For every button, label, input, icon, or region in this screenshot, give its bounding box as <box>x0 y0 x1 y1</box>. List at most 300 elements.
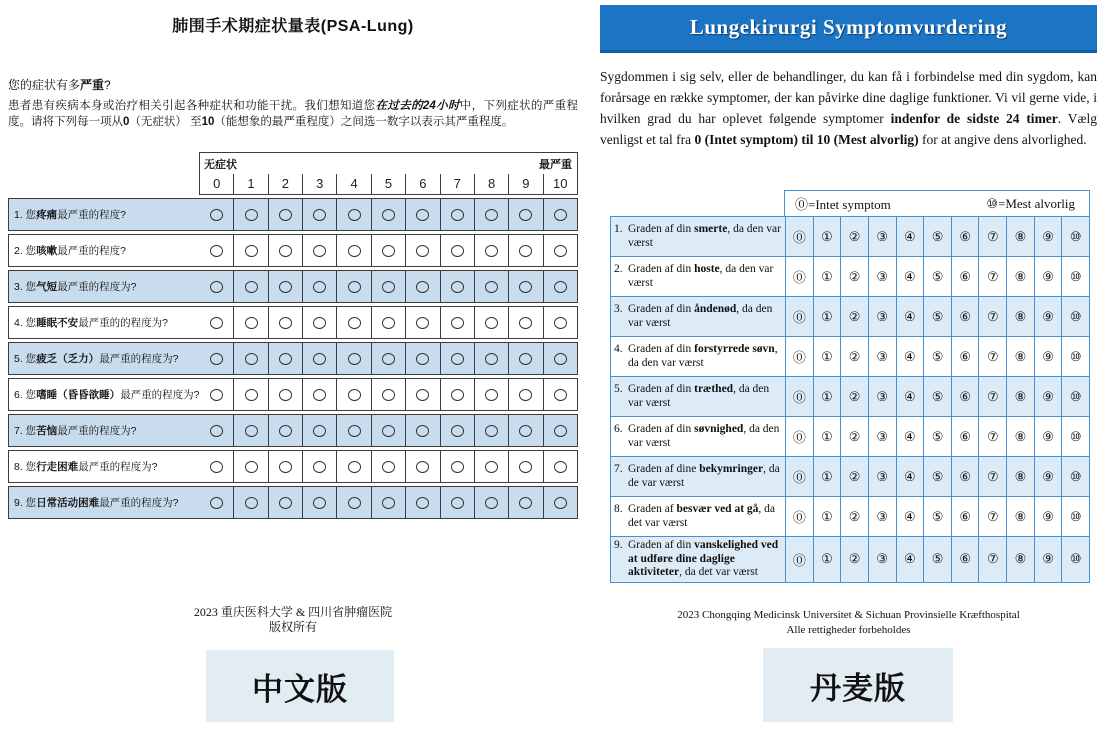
rating-circle-1[interactable] <box>245 389 258 401</box>
rating-option-3[interactable]: ③ <box>868 257 896 296</box>
rating-circle-5[interactable] <box>382 461 395 473</box>
rating-option-8[interactable]: ⑧ <box>1006 257 1034 296</box>
rating-option-7[interactable]: ⑦ <box>978 257 1006 296</box>
rating-circle-7[interactable] <box>451 425 464 437</box>
rating-option-8[interactable]: ⑧ <box>1006 377 1034 416</box>
rating-option-3[interactable]: ③ <box>868 497 896 536</box>
rating-circle-8[interactable] <box>485 389 498 401</box>
rating-circle-5[interactable] <box>382 353 395 365</box>
rating-cell-6 <box>405 379 439 410</box>
rating-option-9[interactable]: ⑨ <box>1034 297 1062 336</box>
rating-circle-1[interactable] <box>245 425 258 437</box>
rating-option-1[interactable]: ① <box>813 537 841 582</box>
rating-option-6[interactable]: ⑥ <box>951 537 979 582</box>
symptom-row-1 <box>8 198 578 231</box>
rating-circle-9[interactable] <box>519 497 532 509</box>
rating-circle-8[interactable] <box>485 209 498 221</box>
rating-option-0[interactable]: ⓪ <box>785 537 813 582</box>
no-symptom-label: 无症状 <box>204 159 237 171</box>
rating-option-0[interactable]: ⓪ <box>785 337 813 376</box>
symptom-name: vanskelighed ved at udføre dine daglige aktiviteter <box>628 539 779 578</box>
rating-circle-10[interactable] <box>554 389 567 401</box>
rating-option-10[interactable]: ⑩ <box>1061 457 1089 496</box>
rating-option-2[interactable]: ② <box>840 217 868 256</box>
rating-circle-3[interactable] <box>313 425 326 437</box>
rating-circle-10[interactable] <box>554 245 567 257</box>
rating-cell-9 <box>508 415 542 446</box>
rating-circle-2[interactable] <box>279 281 292 293</box>
rating-option-10[interactable]: ⑩ <box>1061 497 1089 536</box>
rating-circle-6[interactable] <box>416 209 429 221</box>
symptom-name: 疼痛 <box>36 209 58 221</box>
rating-circle-6[interactable] <box>416 497 429 509</box>
rating-circle-6[interactable] <box>416 389 429 401</box>
rating-circle-2[interactable] <box>279 389 292 401</box>
rating-option-6[interactable]: ⑥ <box>951 457 979 496</box>
rating-option-2[interactable]: ② <box>840 337 868 376</box>
rating-cell-3 <box>302 199 336 230</box>
rating-option-3[interactable]: ③ <box>868 417 896 456</box>
rating-cell-2 <box>268 343 302 374</box>
rating-circle-0[interactable] <box>210 389 223 401</box>
version-label: 丹麦版 <box>810 670 906 706</box>
symptom-name: 疲乏（乏力） <box>36 353 100 365</box>
scale-number-7: 7 <box>440 174 474 194</box>
scale-number-0: 0 <box>213 176 221 191</box>
rating-option-10[interactable]: ⑩ <box>1061 417 1089 456</box>
rating-option-10[interactable]: ⑩ <box>1061 537 1089 582</box>
label-text: Graden af din hoste, da den var værst <box>628 263 774 289</box>
rating-circle-2[interactable] <box>279 461 292 473</box>
rating-option-1[interactable]: ① <box>813 257 841 296</box>
rating-option-4[interactable]: ④ <box>896 537 924 582</box>
rating-option-5[interactable]: ⑤ <box>923 537 951 582</box>
text-segment: for at angive dens alvorlighed. <box>918 132 1087 147</box>
symptom-label <box>611 257 785 296</box>
rating-cell-6 <box>405 451 439 482</box>
rating-circle-6[interactable] <box>416 353 429 365</box>
rating-cell-10 <box>543 235 577 266</box>
rating-circle-4[interactable] <box>348 389 361 401</box>
rating-option-9[interactable]: ⑨ <box>1034 417 1062 456</box>
rating-circle-9[interactable] <box>519 425 532 437</box>
rating-circle-1[interactable] <box>245 497 258 509</box>
rating-option-6[interactable]: ⑥ <box>951 257 979 296</box>
symptom-label <box>611 417 785 456</box>
rating-option-7[interactable]: ⑦ <box>978 337 1006 376</box>
rating-option-4[interactable]: ④ <box>896 337 924 376</box>
rating-option-0[interactable]: ⓪ <box>785 497 813 536</box>
rating-cell-1 <box>233 343 267 374</box>
rating-cell-4 <box>336 271 370 302</box>
symptom-name: hoste <box>694 263 720 275</box>
rating-option-8[interactable]: ⑧ <box>1006 337 1034 376</box>
rating-circle-8[interactable] <box>485 245 498 257</box>
rating-option-3[interactable]: ③ <box>868 297 896 336</box>
rating-cell-1 <box>233 307 267 338</box>
rating-option-8[interactable]: ⑧ <box>1006 497 1034 536</box>
rating-cell-2 <box>268 487 302 518</box>
rating-option-3[interactable]: ③ <box>868 377 896 416</box>
label-text: 6. 您 <box>14 389 37 401</box>
scale-number-4: 4 <box>336 174 370 194</box>
rating-circle-0[interactable] <box>210 461 223 473</box>
rating-circle-6[interactable] <box>416 245 429 257</box>
rating-option-3[interactable]: ③ <box>868 217 896 256</box>
rating-option-5[interactable]: ⑤ <box>923 217 951 256</box>
rating-option-1[interactable]: ① <box>813 417 841 456</box>
rating-option-0[interactable]: ⓪ <box>785 417 813 456</box>
rating-option-9[interactable]: ⑨ <box>1034 497 1062 536</box>
rating-circle-3[interactable] <box>313 497 326 509</box>
rating-circle-7[interactable] <box>451 209 464 221</box>
rating-cell-3 <box>302 235 336 266</box>
rating-option-7[interactable]: ⑦ <box>978 297 1006 336</box>
rating-circle-10[interactable] <box>554 317 567 329</box>
rating-cell-5 <box>371 235 405 266</box>
rating-option-10[interactable]: ⑩ <box>1061 297 1089 336</box>
rating-option-1[interactable]: ① <box>813 497 841 536</box>
label-text: 3. 您 <box>14 281 37 293</box>
rating-circle-5[interactable] <box>382 245 395 257</box>
rating-cell-2 <box>268 379 302 410</box>
rating-option-4[interactable]: ④ <box>896 217 924 256</box>
rating-circle-1[interactable] <box>245 245 258 257</box>
rating-option-4[interactable]: ④ <box>896 497 924 536</box>
rating-cell-8 <box>474 235 508 266</box>
rating-option-1[interactable]: ① <box>813 457 841 496</box>
rating-option-1[interactable]: ① <box>813 337 841 376</box>
rating-cell-10 <box>543 199 577 230</box>
symptom-row-3 <box>611 297 1089 337</box>
rating-option-9[interactable]: ⑨ <box>1034 257 1062 296</box>
rating-option-2[interactable]: ② <box>840 297 868 336</box>
rating-circle-8[interactable] <box>485 317 498 329</box>
rating-option-6[interactable]: ⑥ <box>951 377 979 416</box>
symptom-row-3 <box>8 270 578 303</box>
symptom-label <box>611 497 785 536</box>
rating-option-2[interactable]: ② <box>840 497 868 536</box>
rating-circle-3[interactable] <box>313 245 326 257</box>
rating-cell-5 <box>371 271 405 302</box>
rating-option-6[interactable]: ⑥ <box>951 297 979 336</box>
rating-circle-4[interactable] <box>348 317 361 329</box>
rating-circle-3[interactable] <box>313 209 326 221</box>
rating-option-2[interactable]: ② <box>840 257 868 296</box>
rating-cell-3 <box>302 451 336 482</box>
label-wrap <box>614 423 783 450</box>
rating-circle-8[interactable] <box>485 497 498 509</box>
rating-option-7[interactable]: ⑦ <box>978 457 1006 496</box>
rating-circle-4[interactable] <box>348 209 361 221</box>
rating-circle-10[interactable] <box>554 281 567 293</box>
rating-option-10[interactable]: ⑩ <box>1061 337 1089 376</box>
rating-circle-1[interactable] <box>245 461 258 473</box>
rating-option-5[interactable]: ⑤ <box>923 257 951 296</box>
title-banner <box>600 5 1097 53</box>
row-number: 9. <box>614 539 623 551</box>
rating-option-6[interactable]: ⑥ <box>951 497 979 536</box>
rating-circle-8[interactable] <box>485 281 498 293</box>
rating-option-7[interactable]: ⑦ <box>978 537 1006 582</box>
rating-cell-9 <box>508 379 542 410</box>
rating-circle-4[interactable] <box>348 425 361 437</box>
rating-option-5[interactable]: ⑤ <box>923 337 951 376</box>
label-text: 最严重的程度为? <box>57 281 137 293</box>
rating-option-8[interactable]: ⑧ <box>1006 297 1034 336</box>
rating-circle-6[interactable] <box>416 461 429 473</box>
rating-circle-9[interactable] <box>519 209 532 221</box>
rating-circle-6[interactable] <box>416 281 429 293</box>
rating-circle-5[interactable] <box>382 209 395 221</box>
copyright-footer <box>600 608 1097 638</box>
rating-circle-7[interactable] <box>451 497 464 509</box>
rating-circle-5[interactable] <box>382 389 395 401</box>
most-severe-label: ⑩=Mest alvorlig <box>986 195 1075 211</box>
rating-cell-2 <box>268 415 302 446</box>
rating-cell-10 <box>543 379 577 410</box>
symptom-row-8 <box>611 497 1089 537</box>
rating-option-8[interactable]: ⑧ <box>1006 457 1034 496</box>
rating-circle-10[interactable] <box>554 209 567 221</box>
text-segment: ? <box>104 78 111 92</box>
rating-circle-0[interactable] <box>210 245 223 257</box>
rating-circle-4[interactable] <box>348 353 361 365</box>
symptom-label <box>9 415 200 446</box>
rating-cell-1 <box>233 451 267 482</box>
rating-option-9[interactable]: ⑨ <box>1034 537 1062 582</box>
rating-option-4[interactable]: ④ <box>896 417 924 456</box>
rating-circle-0[interactable] <box>210 425 223 437</box>
rating-option-9[interactable]: ⑨ <box>1034 337 1062 376</box>
rating-circle-4[interactable] <box>348 497 361 509</box>
rating-cell-6 <box>405 415 439 446</box>
rating-cell-7 <box>440 199 474 230</box>
rating-option-4[interactable]: ④ <box>896 377 924 416</box>
rating-circle-0[interactable] <box>210 209 223 221</box>
rating-circle-10[interactable] <box>554 497 567 509</box>
row-number: 1. <box>614 223 623 235</box>
rating-circle-8[interactable] <box>485 461 498 473</box>
rating-circle-4[interactable] <box>348 461 361 473</box>
scale-number-2: 2 <box>268 174 302 194</box>
rating-cell-5 <box>371 451 405 482</box>
rating-circle-10[interactable] <box>554 461 567 473</box>
rating-circle-2[interactable] <box>279 245 292 257</box>
rating-circle-9[interactable] <box>519 245 532 257</box>
rating-option-4[interactable]: ④ <box>896 457 924 496</box>
rating-cell-7 <box>440 271 474 302</box>
label-text: 2. 您 <box>14 245 37 257</box>
rating-circle-9[interactable] <box>519 353 532 365</box>
rating-option-0[interactable]: ⓪ <box>785 257 813 296</box>
rating-option-10[interactable]: ⑩ <box>1061 217 1089 256</box>
rating-option-8[interactable]: ⑧ <box>1006 417 1034 456</box>
label-text: 最严重的程度为? <box>120 389 200 401</box>
rating-circle-1[interactable] <box>245 209 258 221</box>
rating-circle-3[interactable] <box>313 353 326 365</box>
rating-cell-0 <box>200 199 233 230</box>
danish-questionnaire-page <box>600 0 1097 729</box>
page-title: Lungekirurgi Symptomvurdering <box>689 15 1008 39</box>
label-wrap <box>614 503 783 530</box>
rating-cell-1 <box>233 415 267 446</box>
rating-option-7[interactable]: ⑦ <box>978 377 1006 416</box>
rating-circle-0[interactable] <box>210 353 223 365</box>
rating-option-0[interactable]: ⓪ <box>785 377 813 416</box>
rating-circle-2[interactable] <box>279 317 292 329</box>
rating-circle-7[interactable] <box>451 389 464 401</box>
rating-option-6[interactable]: ⑥ <box>951 337 979 376</box>
rating-option-0[interactable]: ⓪ <box>785 457 813 496</box>
text-segment: 严重 <box>80 78 105 92</box>
rating-cell-6 <box>405 307 439 338</box>
symptom-name: søvnighed <box>694 423 744 435</box>
symptom-name: forstyrrede søvn <box>694 343 775 355</box>
rating-circle-7[interactable] <box>451 281 464 293</box>
label-wrap <box>614 303 783 330</box>
rating-circle-9[interactable] <box>519 281 532 293</box>
rating-option-5[interactable]: ⑤ <box>923 417 951 456</box>
rating-option-10[interactable]: ⑩ <box>1061 257 1089 296</box>
rating-cell-1 <box>233 487 267 518</box>
rating-option-2[interactable]: ② <box>840 457 868 496</box>
scale-number-1: 1 <box>233 174 267 194</box>
rating-option-6[interactable]: ⑥ <box>951 417 979 456</box>
rating-option-7[interactable]: ⑦ <box>978 497 1006 536</box>
scale-number-10: 10 <box>543 174 577 194</box>
scale-number-9: 9 <box>508 174 542 194</box>
rating-circle-8[interactable] <box>485 353 498 365</box>
chinese-questionnaire-page <box>8 0 578 729</box>
rating-cell-7 <box>440 379 474 410</box>
rating-option-2[interactable]: ② <box>840 377 868 416</box>
rating-circle-6[interactable] <box>416 317 429 329</box>
rating-option-9[interactable]: ⑨ <box>1034 217 1062 256</box>
rating-cell-2 <box>268 199 302 230</box>
label-text: Graden af din vanskelighed ved at udføre dine daglige aktiviteter, da det var værst <box>628 539 779 578</box>
rating-circle-0[interactable] <box>210 281 223 293</box>
rating-circle-8[interactable] <box>485 425 498 437</box>
symptom-label <box>611 337 785 376</box>
rating-option-2[interactable]: ② <box>840 537 868 582</box>
rating-cell-10 <box>543 271 577 302</box>
rating-option-3[interactable]: ③ <box>868 337 896 376</box>
rating-option-7[interactable]: ⑦ <box>978 217 1006 256</box>
rating-circle-7[interactable] <box>451 353 464 365</box>
text-segment: . Vælg venligst et tal fra <box>600 111 1097 147</box>
rating-cell-8 <box>474 451 508 482</box>
rating-option-1[interactable]: ① <box>813 217 841 256</box>
label-text: 最严重的程度为? <box>99 353 179 365</box>
rating-circle-1[interactable] <box>245 281 258 293</box>
rating-circle-7[interactable] <box>451 461 464 473</box>
scale-header <box>784 190 1090 216</box>
rating-cell-4 <box>336 451 370 482</box>
rating-circle-2[interactable] <box>279 209 292 221</box>
instructions-paragraph <box>600 66 1097 150</box>
rating-circle-3[interactable] <box>313 389 326 401</box>
rating-circle-3[interactable] <box>313 281 326 293</box>
rating-option-7[interactable]: ⑦ <box>978 417 1006 456</box>
label-text: 8. 您 <box>14 461 37 473</box>
symptom-row-5 <box>611 377 1089 417</box>
rating-option-8[interactable]: ⑧ <box>1006 537 1034 582</box>
label-wrap <box>614 383 783 410</box>
text-segment: indenfor de sidste 24 timer <box>890 111 1058 126</box>
rating-option-4[interactable]: ④ <box>896 297 924 336</box>
rating-circle-0[interactable] <box>210 317 223 329</box>
rating-circle-5[interactable] <box>382 281 395 293</box>
rating-circle-4[interactable] <box>348 281 361 293</box>
rating-circle-5[interactable] <box>382 497 395 509</box>
rating-circle-3[interactable] <box>313 317 326 329</box>
rating-option-3[interactable]: ③ <box>868 457 896 496</box>
label-wrap <box>614 463 783 490</box>
rating-circle-2[interactable] <box>279 497 292 509</box>
rating-option-5[interactable]: ⑤ <box>923 377 951 416</box>
rating-cell-10 <box>543 451 577 482</box>
rating-circle-6[interactable] <box>416 425 429 437</box>
rating-circle-9[interactable] <box>519 461 532 473</box>
label-text: Graden af din åndenød, da den var værst <box>628 303 773 329</box>
rating-option-3[interactable]: ③ <box>868 537 896 582</box>
rating-cell-0 <box>200 343 233 374</box>
rating-cell-8 <box>474 415 508 446</box>
rating-option-5[interactable]: ⑤ <box>923 497 951 536</box>
severity-question <box>8 76 578 93</box>
rating-circle-7[interactable] <box>451 245 464 257</box>
symptom-rows <box>610 216 1090 583</box>
rating-circle-2[interactable] <box>279 353 292 365</box>
rating-option-1[interactable]: ① <box>813 377 841 416</box>
rating-option-8[interactable]: ⑧ <box>1006 217 1034 256</box>
rating-option-5[interactable]: ⑤ <box>923 297 951 336</box>
copyright-footer <box>8 605 578 635</box>
rating-option-9[interactable]: ⑨ <box>1034 377 1062 416</box>
rating-option-1[interactable]: ① <box>813 297 841 336</box>
rating-option-5[interactable]: ⑤ <box>923 457 951 496</box>
rating-circle-4[interactable] <box>348 245 361 257</box>
rating-circle-10[interactable] <box>554 353 567 365</box>
rating-circle-7[interactable] <box>451 317 464 329</box>
rating-circle-1[interactable] <box>245 317 258 329</box>
rating-circle-9[interactable] <box>519 389 532 401</box>
symptom-row-4 <box>8 306 578 339</box>
rating-cell-4 <box>336 307 370 338</box>
symptom-name: 日常活动困难 <box>36 497 100 509</box>
rating-option-6[interactable]: ⑥ <box>951 217 979 256</box>
rating-circle-10[interactable] <box>554 425 567 437</box>
scale-number-row <box>200 174 577 194</box>
rating-circle-3[interactable] <box>313 461 326 473</box>
rating-option-9[interactable]: ⑨ <box>1034 457 1062 496</box>
symptom-name: træthed <box>694 383 734 395</box>
rating-circle-0[interactable] <box>210 497 223 509</box>
rating-option-0[interactable]: ⓪ <box>785 297 813 336</box>
symptom-name: åndenød <box>694 303 737 315</box>
rating-circle-2[interactable] <box>279 425 292 437</box>
rating-circle-5[interactable] <box>382 425 395 437</box>
rating-option-2[interactable]: ② <box>840 417 868 456</box>
rating-circle-1[interactable] <box>245 353 258 365</box>
rating-circle-9[interactable] <box>519 317 532 329</box>
rating-cell-4 <box>336 343 370 374</box>
rating-circle-5[interactable] <box>382 317 395 329</box>
rating-option-10[interactable]: ⑩ <box>1061 377 1089 416</box>
rating-option-0[interactable]: ⓪ <box>785 217 813 256</box>
rating-option-4[interactable]: ④ <box>896 257 924 296</box>
